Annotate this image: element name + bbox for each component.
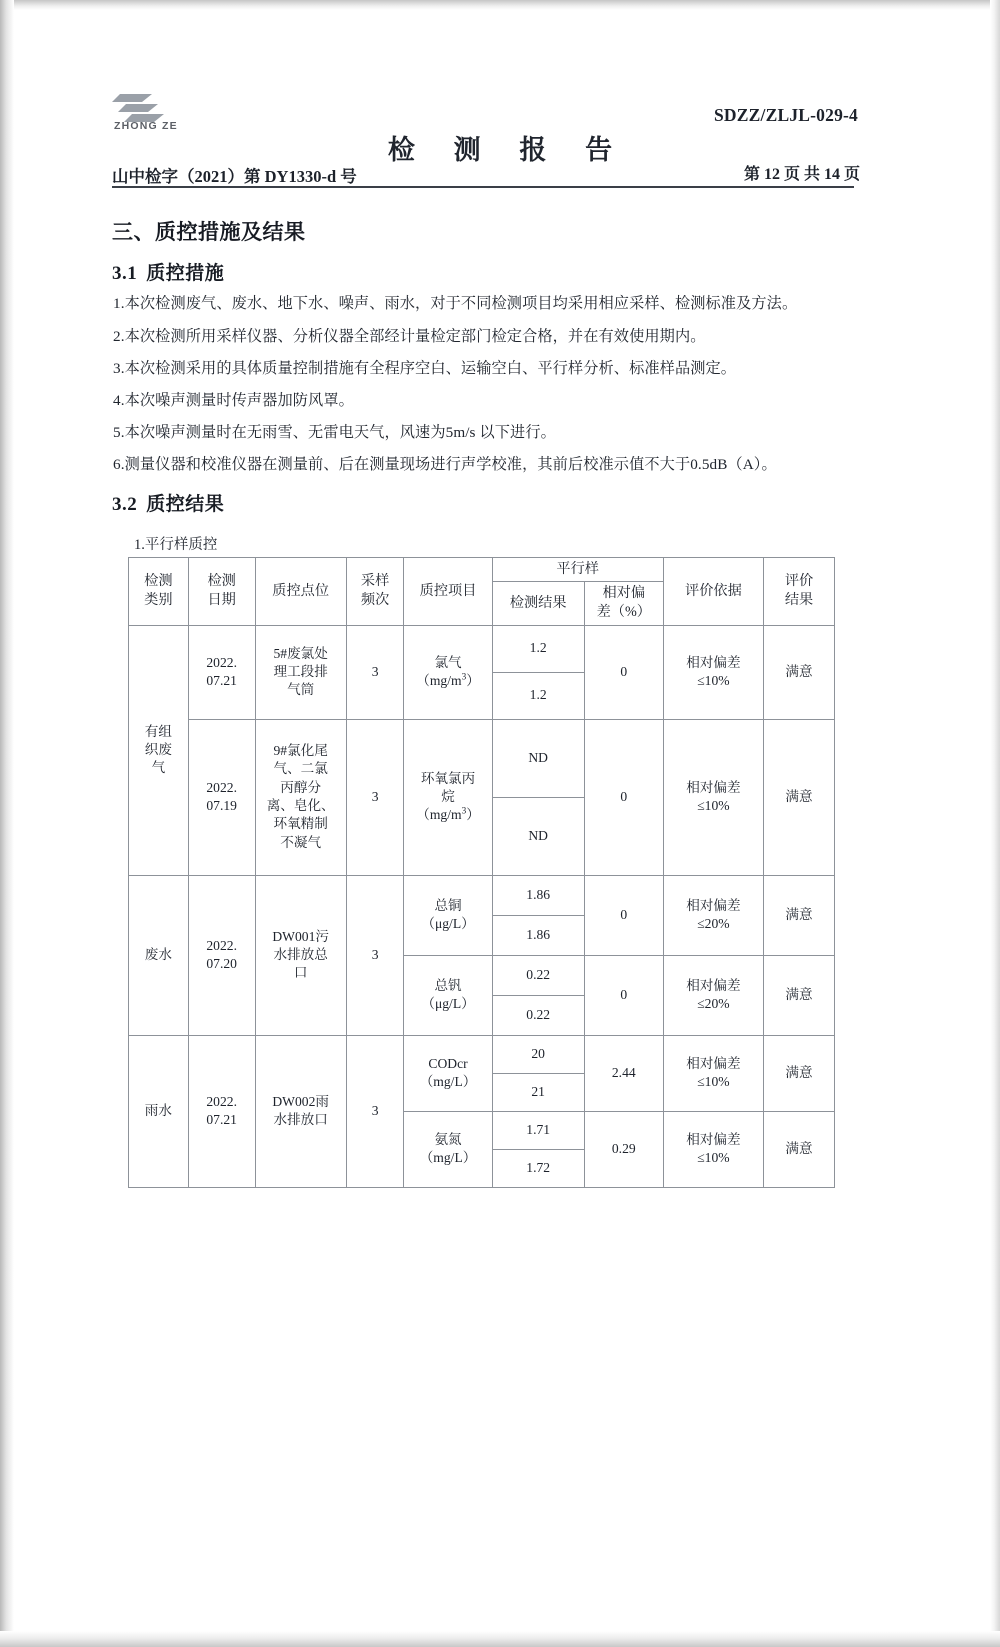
cell-evaluation: 满意	[764, 1111, 835, 1187]
col-header-basis: 评价依据	[663, 558, 763, 626]
cell-category: 雨水	[129, 1035, 189, 1187]
subsection-3-1-title: 质控措施	[146, 263, 225, 284]
measure-item-3: 3.本次检测采用的具体质量控制措施有全程序空白、运输空白、平行样分析、标准样品测定。	[113, 360, 737, 377]
cell-item: 总铜 （μg/L）	[404, 875, 492, 955]
cell-basis: 相对偏差 ≤10%	[663, 1111, 763, 1187]
cell-result-2: 1.72	[492, 1149, 584, 1187]
cell-relative-deviation: 0.29	[584, 1111, 663, 1187]
cell-result-1: 1.2	[492, 625, 584, 672]
cell-result-2: 1.2	[492, 672, 584, 719]
cell-date: 2022. 07.19	[188, 719, 255, 875]
measure-item-5: 5.本次噪声测量时在无雨雪、无雷电天气，风速为5m/s 以下进行。	[113, 424, 556, 441]
measure-item-2: 2.本次检测所用采样仪器、分析仪器全部经计量检定部门检定合格，并在有效使用期内。	[113, 328, 706, 345]
measure-item-1: 1.本次检测废气、废水、地下水、噪声、雨水，对于不同检测项目均采用相应采样、检测标准及方法。	[113, 295, 798, 312]
cell-basis: 相对偏差 ≤10%	[663, 1035, 763, 1111]
report-number: 山中检字（2021）第 DY1330-d 号	[112, 167, 357, 186]
cell-basis: 相对偏差 ≤20%	[663, 955, 763, 1035]
measure-item-6: 6.测量仪器和校准仪器在测量前、后在测量现场进行声学校准，其前后校准示值不大于0.5dB（A）。	[113, 456, 777, 473]
cell-evaluation: 满意	[764, 875, 835, 955]
cell-result-1: 0.22	[492, 955, 584, 995]
cell-relative-deviation: 0	[584, 719, 663, 875]
page-number: 第 12 页 共 14 页	[743, 166, 860, 183]
cell-frequency: 3	[346, 625, 404, 719]
cell-frequency: 3	[346, 1035, 404, 1187]
cell-result-2: 0.22	[492, 995, 584, 1035]
col-header-result: 检测结果	[492, 582, 584, 625]
parallel-sample-qc-table	[128, 557, 835, 1188]
cell-result-2: 1.86	[492, 915, 584, 955]
cell-basis: 相对偏差 ≤10%	[663, 625, 763, 719]
cell-point: DW001污 水排放总 口	[255, 875, 346, 1035]
cell-category: 废水	[129, 875, 189, 1035]
section-heading: 三、质控措施及结果	[112, 220, 306, 244]
col-header-point: 质控点位	[255, 558, 346, 626]
cell-evaluation: 满意	[764, 1035, 835, 1111]
cell-item: 氯气 $(mg/m^3)$	[404, 625, 492, 719]
cell-basis: 相对偏差 ≤20%	[663, 875, 763, 955]
document-code: SDZZ/ZLJL-029-4	[714, 105, 858, 125]
cell-result-1: 1.86	[492, 875, 584, 915]
cell-date: 2022. 07.21	[188, 625, 255, 719]
col-header-date: 检测 日期	[188, 558, 255, 626]
cell-date: 2022. 07.20	[188, 875, 255, 1035]
col-header-parallel-group: 平行样	[492, 558, 663, 582]
col-header-evaluation: 评价 结果	[764, 558, 835, 626]
cell-item: CODcr （mg/L）	[404, 1035, 492, 1111]
cell-basis: 相对偏差 ≤10%	[663, 719, 763, 875]
subsection-3-1-index: 3.1	[112, 263, 138, 284]
cell-item: 环氧氯丙 烷 $(mg/m^3)$	[404, 719, 492, 875]
page-title: 检 测 报 告	[387, 135, 629, 165]
table-header-row-1	[129, 558, 835, 582]
cell-category: 有组 织废 气	[129, 625, 189, 875]
cell-result-2: 21	[492, 1073, 584, 1111]
col-header-frequency: 采样 频次	[346, 558, 404, 626]
table-caption: 1.平行样质控	[134, 537, 218, 553]
cell-date: 2022. 07.21	[188, 1035, 255, 1187]
cell-result-1: ND	[492, 719, 584, 797]
cell-result-1: 1.71	[492, 1111, 584, 1149]
cell-relative-deviation: 0	[584, 625, 663, 719]
cell-frequency: 3	[346, 719, 404, 875]
table-row	[129, 625, 835, 672]
cell-item: 总钒 （μg/L）	[404, 955, 492, 1035]
table-body	[129, 625, 835, 1187]
cell-evaluation: 满意	[764, 955, 835, 1035]
header-divider	[112, 186, 854, 188]
logo-wordmark: ZHONG ZE	[114, 120, 178, 132]
cell-relative-deviation: 0	[584, 955, 663, 1035]
table-row	[129, 719, 835, 797]
subsection-3-2-index: 3.2	[112, 494, 138, 515]
cell-result-1: 20	[492, 1035, 584, 1073]
cell-result-2: ND	[492, 797, 584, 875]
col-header-category: 检测 类别	[129, 558, 189, 626]
table-row	[129, 875, 835, 915]
col-header-item: 质控项目	[404, 558, 492, 626]
cell-point: DW002雨 水排放口	[255, 1035, 346, 1187]
cell-point: 5#废氯处 理工段排 气筒	[255, 625, 346, 719]
measure-item-4: 4.本次噪声测量时传声器加防风罩。	[113, 392, 354, 409]
cell-item: 氨氮 （mg/L）	[404, 1111, 492, 1187]
cell-evaluation: 满意	[764, 625, 835, 719]
cell-frequency: 3	[346, 875, 404, 1035]
col-header-rel-dev: 相对偏 差（%）	[584, 582, 663, 625]
table-row	[129, 1035, 835, 1073]
cell-point: 9#氯化尾 气、二氯 丙醇分 离、皂化、 环氧精制 不凝气	[255, 719, 346, 875]
cell-relative-deviation: 0	[584, 875, 663, 955]
cell-evaluation: 满意	[764, 719, 835, 875]
subsection-3-2-heading	[112, 489, 224, 516]
table-header	[129, 558, 835, 626]
cell-relative-deviation: 2.44	[584, 1035, 663, 1111]
subsection-3-2-title: 质控结果	[146, 494, 225, 515]
subsection-3-1-heading	[112, 258, 224, 285]
